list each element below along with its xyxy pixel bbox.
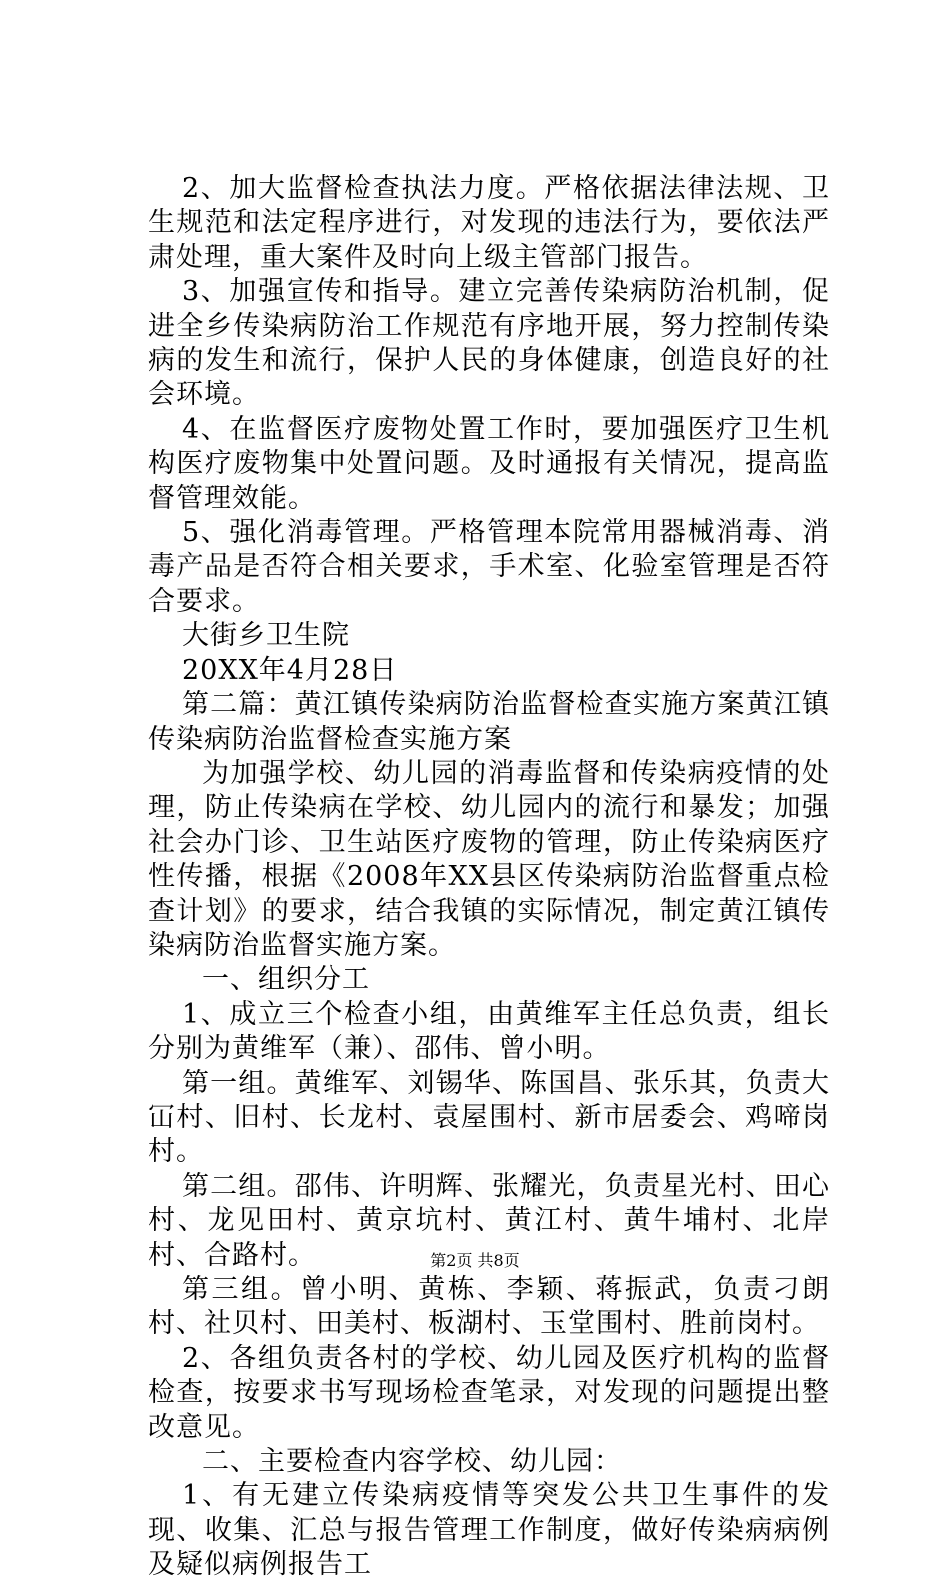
paragraph-item-4: 4、在监督医疗废物处置工作时，要加强医疗卫生机构医疗废物集中处置问题。及时通报有关情况，提高监督管理效能。 [148,413,830,514]
inspection-item-1: 1、有无建立传染病疫情等突发公共卫生事件的发现、收集、汇总与报告管理工作制度，做好传染病病例及疑似病例报告工 [148,1480,830,1581]
document-body [148,172,830,1583]
paragraph-item-5: 5、强化消毒管理。严格管理本院常用器械消毒、消毒产品是否符合相关要求，手术室、化验室管理是否符合要求。 [148,517,830,617]
org-item-1: 1、成立三个检查小组，由黄维军主任总负责，组长分别为黄维军（兼）、邵伟、曾小明。 [148,998,830,1065]
org-item-2: 2、各组负责各村的学校、幼儿园及医疗机构的监督检查，按要求书写现场检查笔录，对发现的问题提出整改意见。 [148,1342,830,1443]
group-one: 第一组。黄维军、刘锡华、陈国昌、张乐其，负责大冚村、旧村、长龙村、袁屋围村、新市居委会、鸡啼岗村。 [148,1067,830,1168]
signature-date: 20XX年4月28日 [182,654,398,686]
signature-organization: 大街乡卫生院 [182,620,350,652]
page-number: 第2页 共8页 [430,1251,520,1270]
heading-organization: 一、组织分工 [202,964,370,996]
intro-paragraph: 为加强学校、幼儿园的消毒监督和传染病疫情的处理，防止传染病在学校、幼儿园内的流行和暴发；加强社会办门诊、卫生站医疗废物的管理，防止传染病医疗性传播，根据《2008年XX县区传染病防治监督重点检查计划》的要求，结合我镇的实际情况，制定黄江镇传染病防治监督实施方案。 [148,757,830,961]
section-title: 第二篇：黄江镇传染病防治监督检查实施方案黄江镇传染病防治监督检查实施方案 [148,689,830,755]
paragraph-item-3: 3、加强宣传和指导。建立完善传染病防治机制，促进全乡传染病防治工作规范有序地开展，努力控制传染病的发生和流行，保护人民的身体健康，创造良好的社会环境。 [148,276,830,411]
heading-inspection-content: 二、主要检查内容学校、幼儿园： [202,1446,622,1478]
paragraph-item-2: 2、加大监督检查执法力度。严格依据法律法规、卫生规范和法定程序进行，对发现的违法行为，要依法严肃处理，重大案件及时向上级主管部门报告。 [148,173,830,273]
group-two: 第二组。邵伟、许明辉、张耀光，负责星光村、田心村、龙见田村、黄京坑村、黄江村、黄牛埔村、北岸村、合路村。 [148,1170,830,1271]
group-three: 第三组。曾小明、黄栋、李颖、蒋振武，负责刁朗村、社贝村、田美村、板湖村、玉堂围村、胜前岗村。 [148,1274,830,1340]
